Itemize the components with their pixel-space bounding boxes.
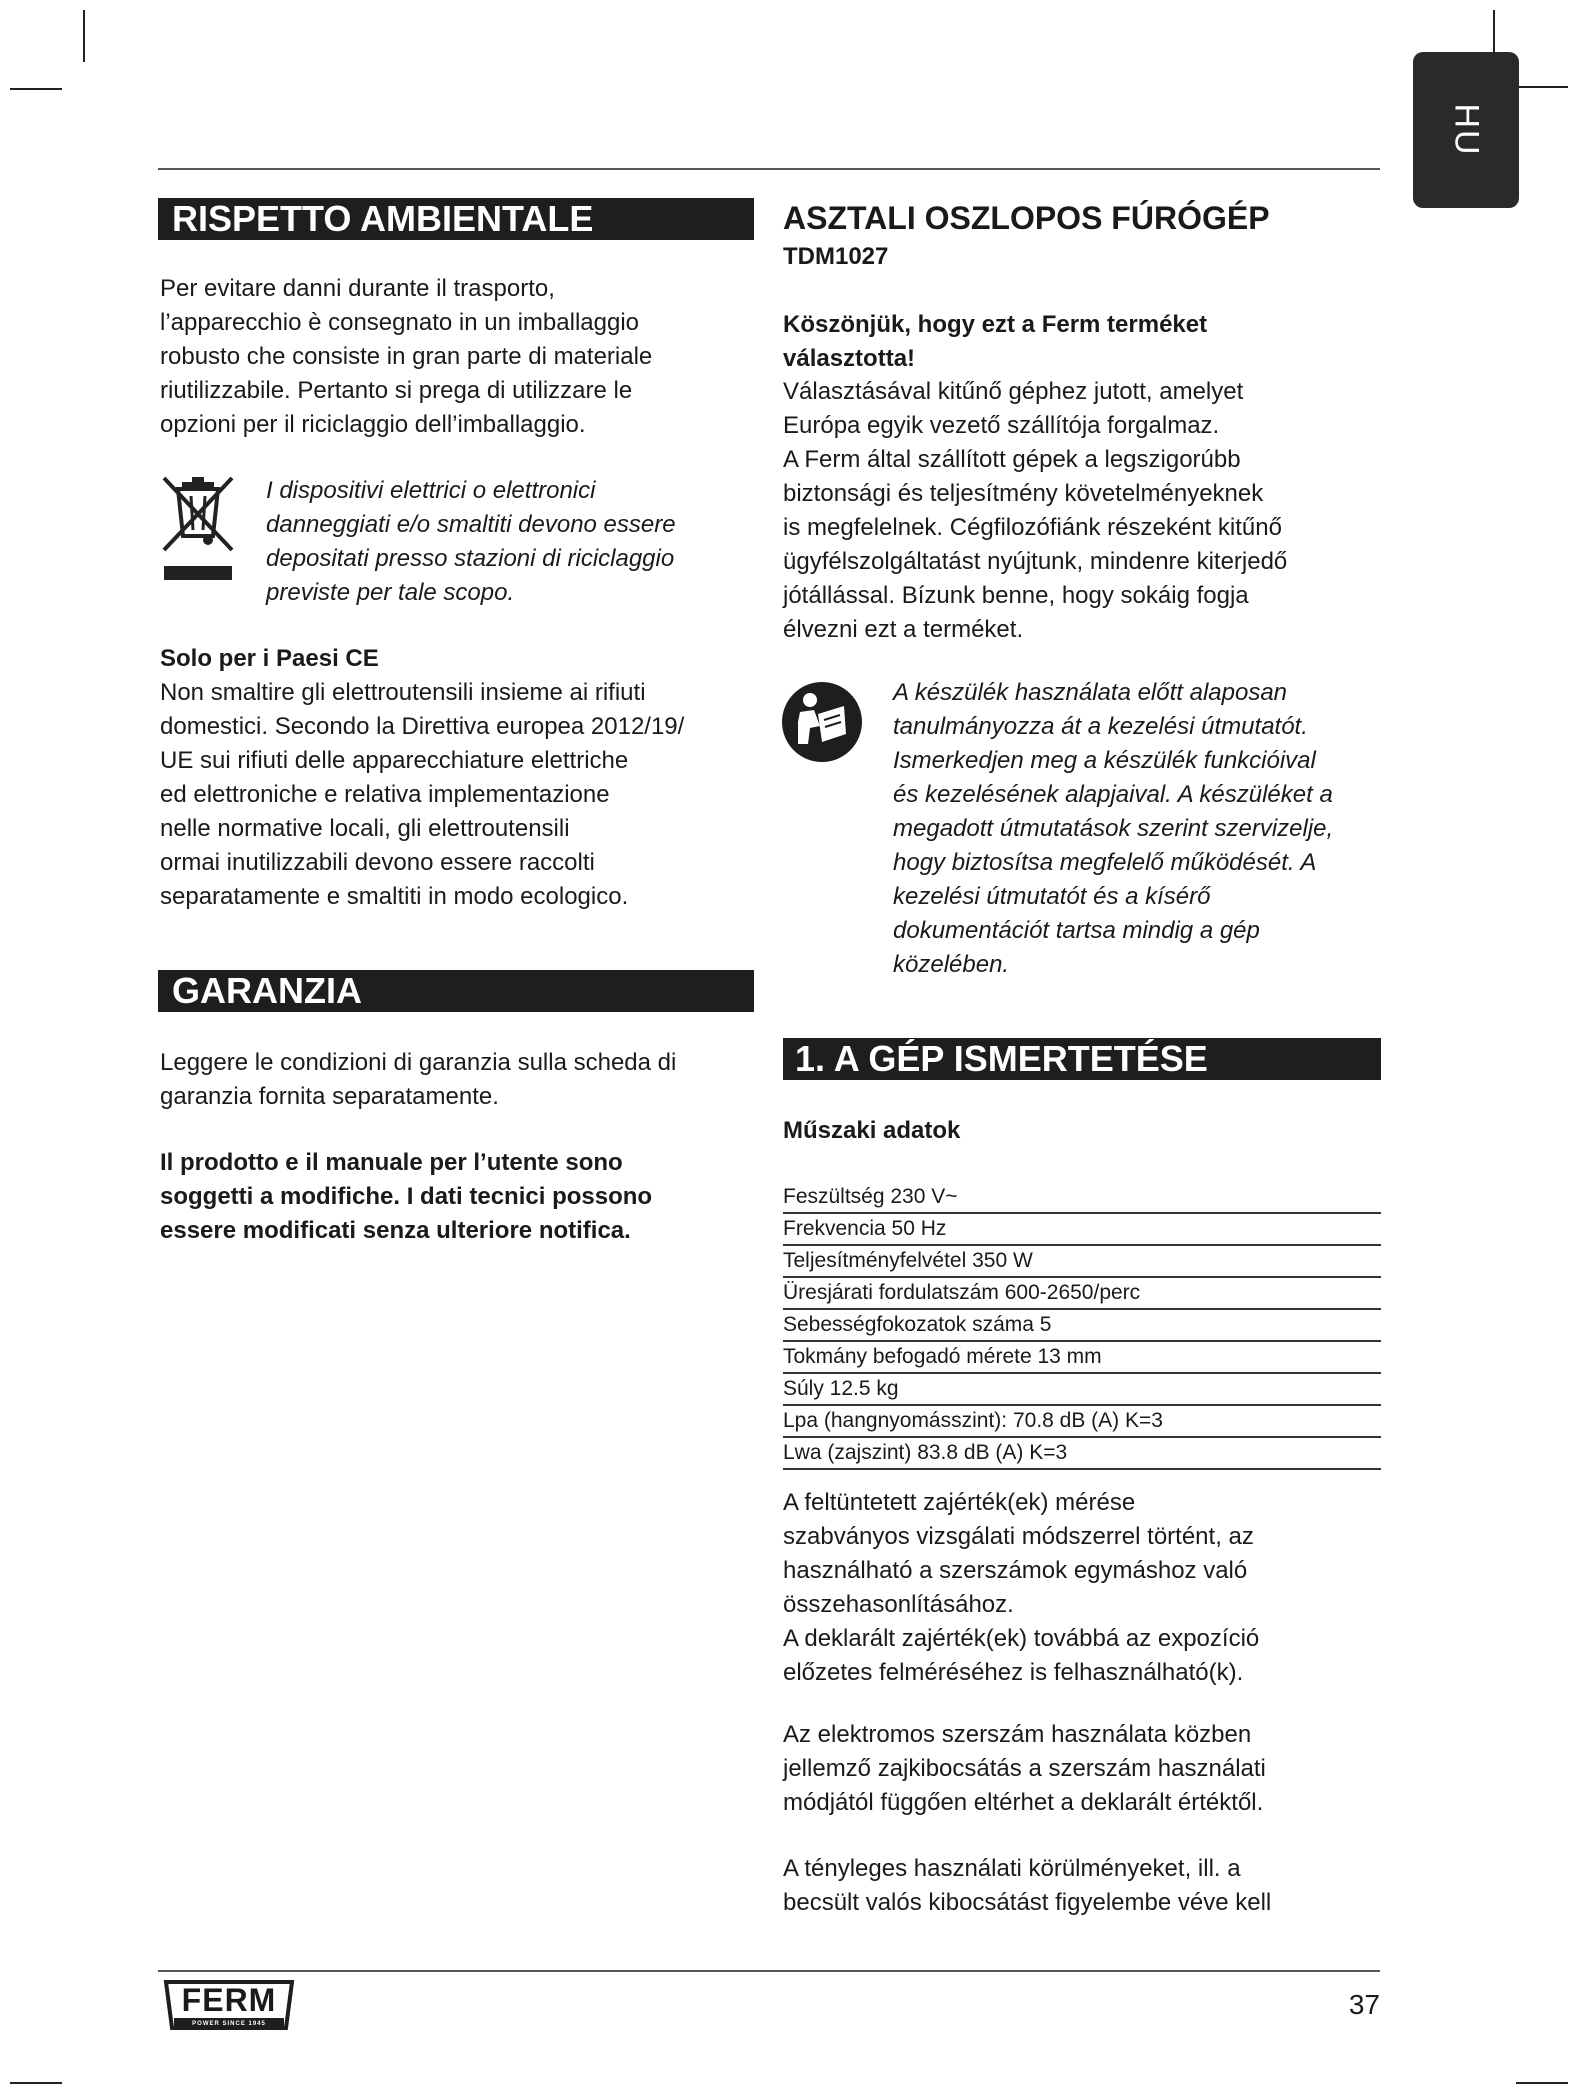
text-line: ügyfélszolgáltatást nyújtunk, mindenre kiterjedő — [783, 548, 1288, 575]
text-line: közelében. — [893, 951, 1010, 978]
text-line: is megfelelnek. Cégfilozófiánk részeként kitűnő — [783, 514, 1282, 541]
logo-tagline: POWER SINCE 1945 — [192, 2021, 266, 2027]
text-line: Non smaltire gli elettroutensili insieme ai rifiuti — [160, 679, 646, 706]
text-line: dokumentációt tartsa mindig a gép — [893, 917, 1260, 944]
footer-rule — [158, 1970, 1380, 1972]
text-line: UE sui rifiuti delle apparecchiature elettriche — [160, 747, 629, 774]
text-line: választotta! — [783, 345, 916, 372]
rispetto-paragraph — [160, 272, 760, 442]
text-line: jótállással. Bízunk benne, hogy sokáig fogja — [783, 582, 1249, 609]
text-line: előzetes felméréséhez is felhasználható(k). — [783, 1659, 1244, 1686]
text-line: ormai inutilizzabili devono essere raccolti — [160, 849, 595, 876]
top-rule — [158, 168, 1380, 170]
crop-mark — [10, 88, 62, 90]
text-line: depositati presso stazioni di riciclaggio — [266, 545, 675, 572]
language-code: HU — [1447, 103, 1486, 157]
text-line: kezelési útmutatót és a kísérő — [893, 883, 1211, 910]
text-line: separatamente e smaltiti in modo ecologico. — [160, 883, 629, 910]
text-line: Európa egyik vezető szállítója forgalmaz. — [783, 412, 1220, 439]
spec-row: Lwa (zajszint) 83.8 dB (A) K=3 — [783, 1438, 1381, 1470]
text-line: riutilizzabile. Pertanto si prega di utilizzare le — [160, 377, 633, 404]
text-line: megadott útmutatások szerint szervizelje, — [893, 815, 1334, 842]
spec-row: Feszültség 230 V~ — [783, 1182, 1381, 1214]
text-line: I dispositivi elettrici o elettronici — [266, 477, 596, 504]
language-tab — [1413, 52, 1519, 208]
thanks-heading — [783, 308, 1383, 376]
spec-row: Lpa (hangnyomásszint): 70.8 dB (A) K=3 — [783, 1406, 1381, 1438]
spec-row: Frekvencia 50 Hz — [783, 1214, 1381, 1246]
text-line: Per evitare danni durante il trasporto, — [160, 275, 555, 302]
text-line: A készülék használata előtt alaposan — [893, 679, 1288, 706]
model-number: TDM1027 — [783, 243, 889, 270]
text-line: Választásával kitűnő géphez jutott, amelyet — [783, 378, 1244, 405]
text-line: becsült valós kibocsátást figyelembe véve kell — [783, 1889, 1272, 1916]
text-line: essere modificati senza ulteriore notifica. — [160, 1217, 631, 1244]
text-line: módjától függően eltérhet a deklarált értéktől. — [783, 1789, 1264, 1816]
text-line: A feltüntetett zajérték(ek) mérése — [783, 1489, 1136, 1516]
text-line: szabványos vizsgálati módszerrel történt, az — [783, 1523, 1254, 1550]
specs-table — [783, 1182, 1381, 1470]
text-line: danneggiati e/o smaltiti devono essere — [266, 511, 676, 538]
text-line: tanulmányozza át a kezelési útmutatót. — [893, 713, 1308, 740]
text-line: Az elektromos szerszám használata közben — [783, 1721, 1252, 1748]
specs-title: Műszaki adatok — [783, 1117, 961, 1144]
spec-row: Tokmány befogadó mérete 13 mm — [783, 1342, 1381, 1374]
text-line: robusto che consiste in gran parte di materiale — [160, 343, 653, 370]
text-line: használható a szerszámok egymáshoz való — [783, 1557, 1248, 1584]
text-line: Köszönjük, hogy ezt a Ferm terméket — [783, 311, 1208, 338]
text-line: A Ferm által szállított gépek a legszigorúbb — [783, 446, 1241, 473]
spec-row: Teljesítményfelvétel 350 W — [783, 1246, 1381, 1278]
text-line: ed elettroniche e relativa implementazione — [160, 781, 610, 808]
ferm-logo — [160, 1978, 298, 2036]
ce-paragraph — [160, 642, 770, 914]
text-line: és kezelésének alapjaival. A készüléket a — [893, 781, 1333, 808]
read-manual-icon — [780, 680, 864, 764]
weee-paragraph — [266, 474, 746, 610]
text-line: Il prodotto e il manuale per l’utente sono — [160, 1149, 623, 1176]
text-line: jellemző zajkibocsátás a szerszám használati — [783, 1755, 1266, 1782]
text-line: opzioni per il riciclaggio dell’imballaggio. — [160, 411, 586, 438]
text-line: previste per tale scopo. — [266, 579, 515, 606]
text-line: hogy biztosítsa megfelelő működését. A — [893, 849, 1317, 876]
crop-mark — [83, 10, 85, 62]
garanzia-paragraph — [160, 1046, 770, 1114]
text-line: A tényleges használati körülményeket, ill. a — [783, 1855, 1241, 1882]
crop-mark — [10, 2082, 62, 2084]
crop-mark — [1516, 86, 1568, 88]
text-line: Leggere le condizioni di garanzia sulla scheda di — [160, 1049, 677, 1076]
page-number: 37 — [1348, 1989, 1380, 2020]
intro-paragraph — [783, 375, 1393, 647]
text-line: élvezni ezt a terméket. — [783, 616, 1024, 643]
text-line: Ismerkedjen meg a készülék funkcióival — [893, 747, 1316, 774]
text-line: nelle normative locali, gli elettroutensili — [160, 815, 570, 842]
section-heading-description: 1. A GÉP ISMERTETÉSE — [783, 1038, 1381, 1080]
section-heading-garanzia: GARANZIA — [158, 970, 754, 1012]
section-heading-rispetto: RISPETTO AMBIENTALE — [158, 198, 754, 240]
text-line: biztonsági és teljesítmény követelményeknek — [783, 480, 1264, 507]
text-line: soggetti a modifiche. I dati tecnici possono — [160, 1183, 653, 1210]
crop-mark — [1516, 2082, 1568, 2084]
text-line: A deklarált zajérték(ek) továbbá az expozíció — [783, 1625, 1260, 1652]
modifiche-notice — [160, 1146, 770, 1248]
text-line: l’apparecchio è consegnato in un imballaggio — [160, 309, 639, 336]
actual-use-paragraph — [783, 1852, 1393, 1920]
text-line: összehasonlításához. — [783, 1591, 1014, 1618]
weee-bin-icon — [158, 474, 238, 584]
spec-row: Üresjárati fordulatszám 600-2650/perc — [783, 1278, 1381, 1310]
emission-paragraph — [783, 1718, 1393, 1820]
noise-paragraph — [783, 1486, 1393, 1690]
text-line: garanzia fornita separatamente. — [160, 1083, 499, 1110]
manual-paragraph — [893, 676, 1383, 982]
spec-row: Sebességfokozatok száma 5 — [783, 1310, 1381, 1342]
page-title: ASZTALI OSZLOPOS FÚRÓGÉP — [783, 200, 1270, 236]
spec-row: Súly 12.5 kg — [783, 1374, 1381, 1406]
text-line: domestici. Secondo la Direttiva europea 2012/19/ — [160, 713, 685, 740]
logo-wordmark: FERM — [181, 1982, 277, 2018]
ce-title: Solo per i Paesi CE — [160, 645, 379, 672]
